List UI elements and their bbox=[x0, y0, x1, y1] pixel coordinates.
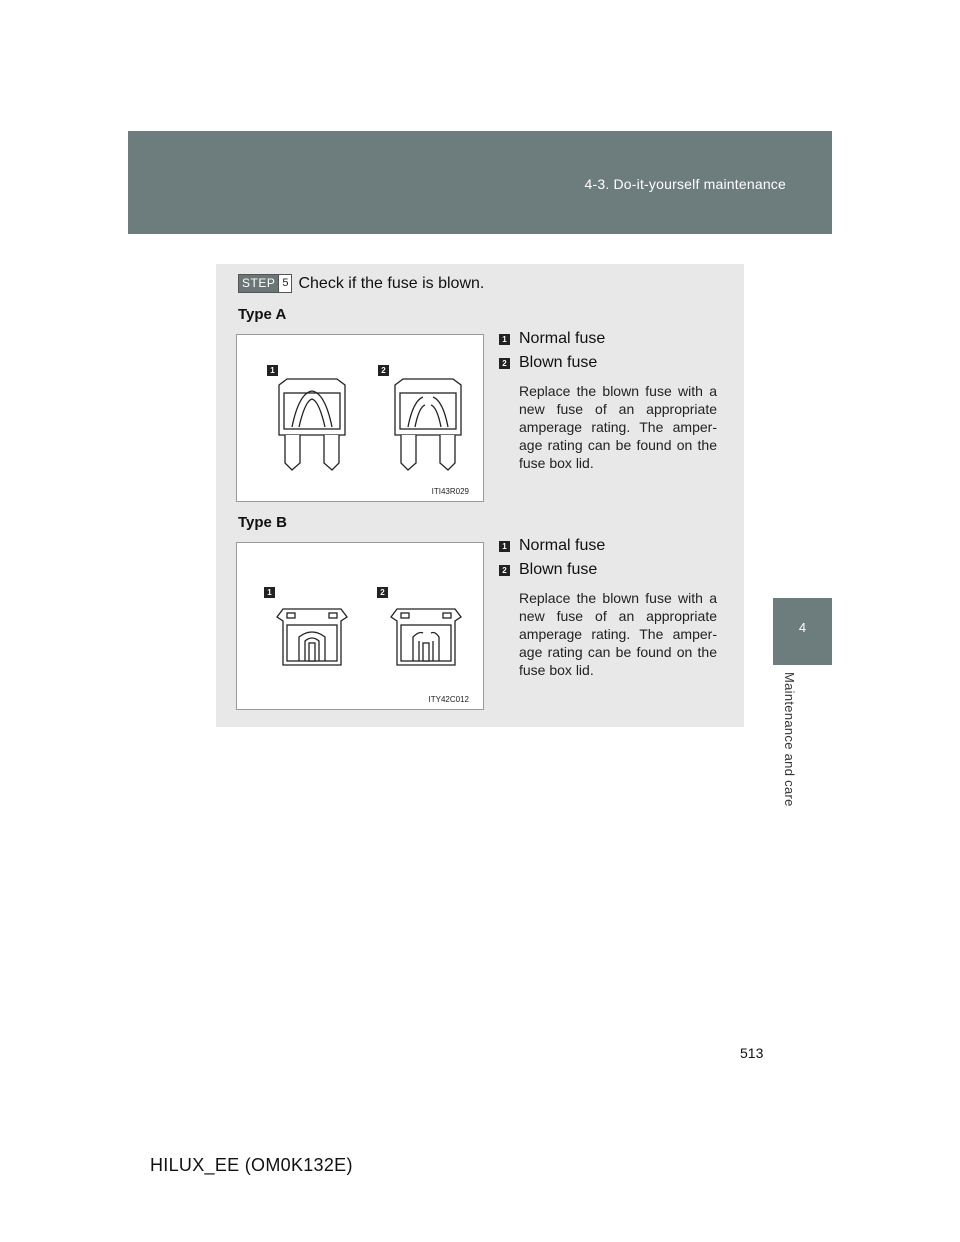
legend-description: Replace the blown fuse with a new fuse of an appropriate amperage rating. The amper-age rating can be found on the fuse box lid. bbox=[519, 383, 717, 471]
legend-text: Blown fuse bbox=[519, 354, 598, 371]
legend-item bbox=[499, 330, 717, 348]
figure-callout-1: 1 bbox=[267, 365, 278, 376]
type-a-fuse-illustration bbox=[237, 335, 485, 503]
legend-description: Replace the blown fuse with a new fuse of an appropriate amperage rating. The amper-age rating can be found on the fuse box lid. bbox=[519, 590, 717, 678]
type-a-figure bbox=[236, 334, 484, 502]
normal-fuse-drawing bbox=[277, 609, 347, 665]
figure-code: ITY42C012 bbox=[428, 695, 469, 704]
step-heading bbox=[238, 274, 484, 293]
section-title: 4-3. Do-it-yourself maintenance bbox=[584, 176, 786, 192]
type-a-legend bbox=[499, 330, 717, 472]
legend-callout: 2 bbox=[499, 358, 510, 369]
model-code: HILUX_EE (OM0K132E) bbox=[150, 1155, 353, 1175]
step-badge bbox=[238, 274, 292, 293]
figure-code: ITI43R029 bbox=[431, 487, 469, 496]
legend-item bbox=[499, 354, 717, 372]
figure-callout-2: 2 bbox=[378, 365, 389, 376]
figure-callout-1: 1 bbox=[264, 587, 275, 598]
type-b-label: Type B bbox=[238, 514, 287, 531]
normal-fuse-drawing bbox=[279, 379, 345, 470]
step-text: Check if the fuse is blown. bbox=[298, 274, 485, 292]
legend-item bbox=[499, 561, 717, 579]
blown-fuse-drawing bbox=[391, 609, 461, 665]
legend-text: Normal fuse bbox=[519, 330, 606, 347]
type-b-figure bbox=[236, 542, 484, 710]
blown-fuse-drawing bbox=[395, 379, 461, 470]
type-b-fuse-illustration bbox=[237, 543, 485, 711]
header-band bbox=[128, 131, 832, 234]
figure-callout-2: 2 bbox=[377, 587, 388, 598]
legend-text: Blown fuse bbox=[519, 561, 598, 578]
chapter-label: Maintenance and care bbox=[782, 672, 797, 807]
legend-callout: 1 bbox=[499, 541, 510, 552]
legend-callout: 1 bbox=[499, 334, 510, 345]
type-a-label: Type A bbox=[238, 306, 287, 323]
chapter-tab bbox=[773, 598, 832, 665]
content-panel bbox=[216, 264, 744, 727]
legend-text: Normal fuse bbox=[519, 537, 606, 554]
step-number: 5 bbox=[278, 275, 291, 292]
legend-item bbox=[499, 537, 717, 555]
page-number: 513 bbox=[740, 1045, 764, 1061]
step-word: STEP bbox=[242, 276, 276, 290]
chapter-number: 4 bbox=[798, 620, 807, 635]
legend-callout: 2 bbox=[499, 565, 510, 576]
type-b-legend bbox=[499, 537, 717, 679]
